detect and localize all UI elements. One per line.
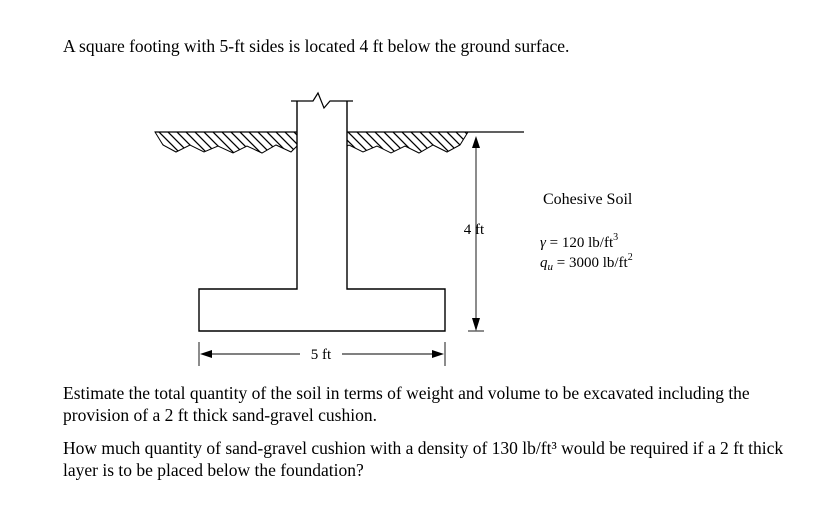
svg-text:γ = 120 lb/ft3 [540,232,618,251]
width-arrow-right [432,350,444,358]
soil-title: Cohesive Soil [543,191,633,208]
gamma-symbol: γ [540,235,546,251]
soil-hatch-left [155,132,297,153]
unit-weight-line [540,232,618,251]
qu-symbol: q [540,255,548,271]
question-2: How much quantity of sand-gravel cushion with a density of 130 lb/ft³ would be required if a 2 ft thick layer is to be placed below the foundation? [63,438,784,480]
gamma-exponent: 3 [613,232,619,243]
depth-arrow-bottom [472,318,480,331]
depth-label: 4 ft [463,222,485,238]
gamma-value: = 120 lb/ft [545,235,614,251]
soil-hatch-right [347,132,468,153]
qu-exponent: 2 [627,252,633,263]
svg-text:qu = 3000 lb/ft2 [540,252,633,273]
depth-arrow-top [472,136,480,148]
qu-subscript: u [547,261,553,273]
question-1: Estimate the total quantity of the soil in terms of weight and volume to be excavated including the provision of a 2 ft thick sand-gravel cushion. [63,383,750,425]
qu-value: = 3000 lb/ft [553,255,628,271]
unconfined-strength-line [540,252,633,273]
problem-intro: A square footing with 5-ft sides is located 4 ft below the ground surface. [63,36,570,56]
width-arrow-left [200,350,212,358]
width-label: 5 ft [310,347,332,363]
